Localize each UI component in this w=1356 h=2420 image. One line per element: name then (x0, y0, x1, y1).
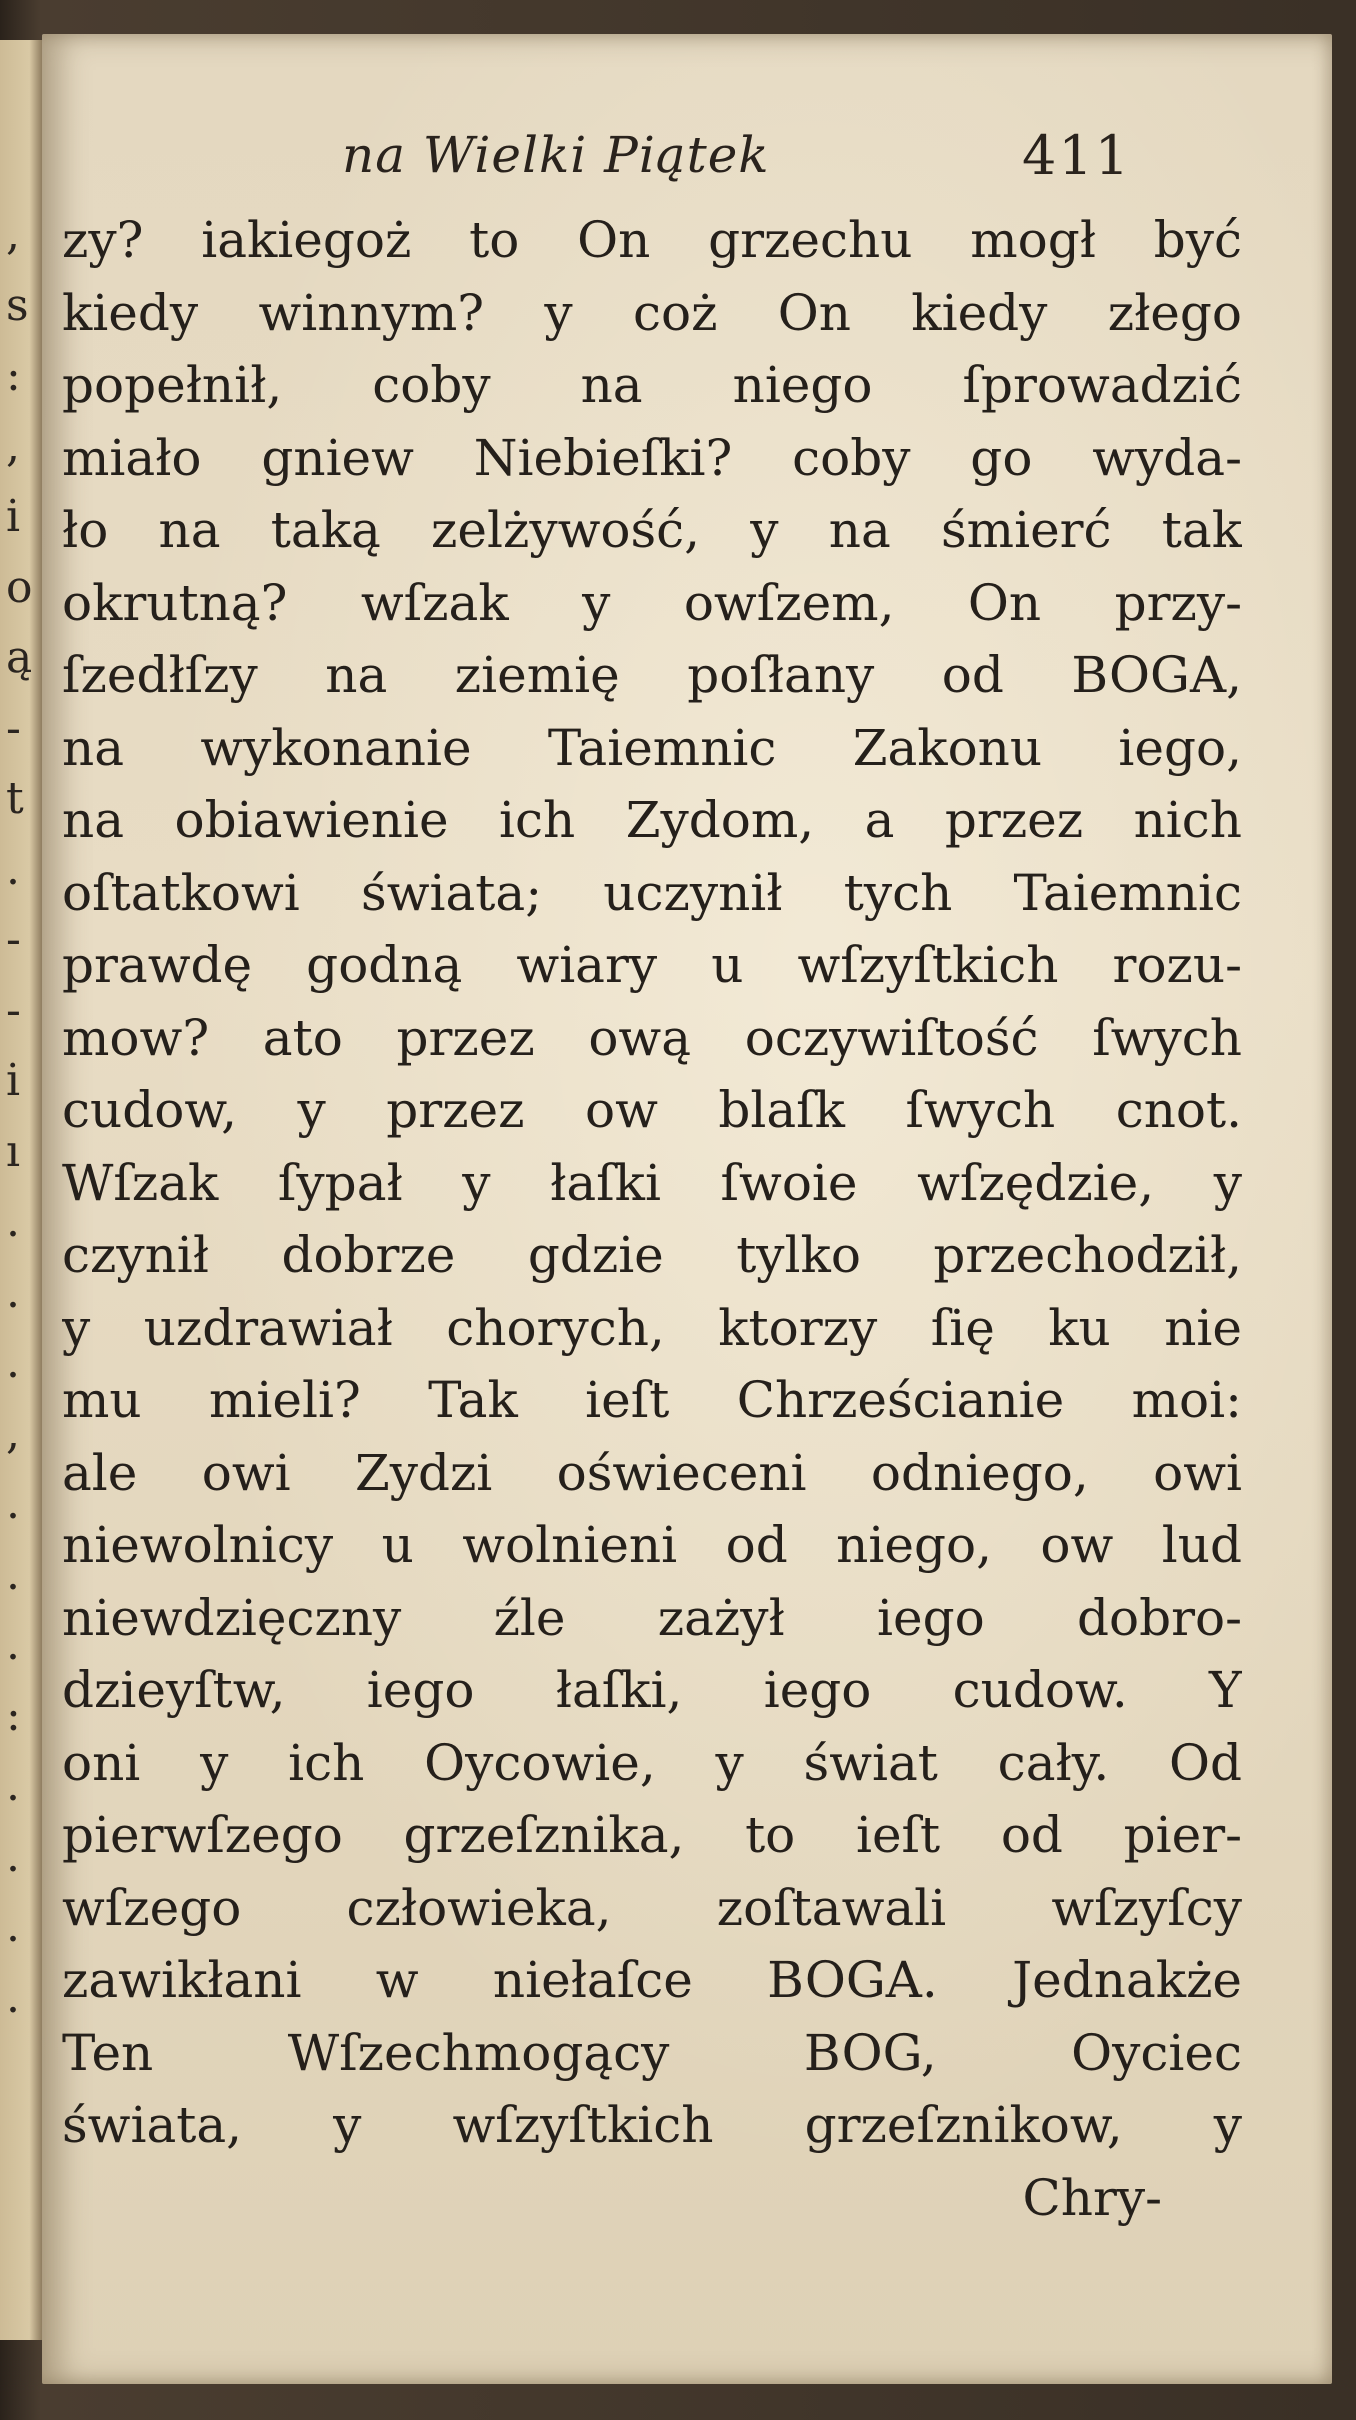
edge-glyph: t (6, 773, 24, 824)
edge-glyph: . (6, 1196, 20, 1247)
edge-glyph: , (6, 1407, 20, 1459)
left-edge-glyphs (6, 200, 42, 2033)
text-line: świata, y wſzyſtkich grzeſznikow, y (62, 2096, 1242, 2154)
text-line: miało gniew Niebieſki? coby go wyda- (62, 428, 1242, 487)
edge-glyph: - (6, 984, 21, 1036)
edge-glyph: . (6, 1760, 20, 1811)
edge-glyph: , (6, 420, 20, 472)
page-number: 411 (1022, 124, 1132, 187)
text-line: oſtatkowi świata; uczynił tych Taiemnic (62, 863, 1242, 922)
text-line: czynił dobrze gdzie tylko przechodził, (62, 1226, 1242, 1284)
edge-glyph: . (6, 1971, 20, 2023)
text-line: pierwſzego grzeſznika, to ieſt od pier- (62, 1806, 1242, 1864)
edge-glyph: . (6, 1337, 20, 1388)
edge-glyph: . (6, 843, 20, 895)
text-line: dzieyſtw, iego łaſki, iego cudow. Y (62, 1661, 1242, 1719)
edge-glyph: . (6, 1266, 20, 1318)
edge-glyph: : (6, 1689, 21, 1741)
edge-glyph: ą (6, 632, 33, 683)
book-page (42, 34, 1332, 2384)
text-line: na obiawienie ich Zydom, a przez nich (62, 791, 1242, 849)
edge-glyph: . (6, 1619, 20, 1670)
text-line: okrutną? wſzak y owſzem, On przy- (62, 573, 1242, 632)
text-line: Chry- (1022, 2168, 1162, 2227)
text-line: cudow, y przez ow blaſk ſwych cnot. (62, 1081, 1242, 1139)
edge-glyph: i (6, 1055, 21, 1106)
text-line: popełnił, coby na niego ſprowadzić (62, 356, 1242, 414)
text-line: mow? ato przez ową oczywiſtość ſwych (62, 1008, 1242, 1067)
text-line: Ten Wſzechmogący BOG, Oyciec (62, 2023, 1242, 2082)
left-page-edge (0, 40, 42, 2340)
text-line: ſzedłſzy na ziemię poſłany od BOGA, (62, 646, 1242, 704)
edge-glyph: o (6, 561, 33, 613)
edge-glyph: , (6, 209, 20, 260)
edge-glyph: . (6, 1901, 20, 1952)
text-line: niewdzięczny źle zażył iego dobro- (62, 1588, 1242, 1647)
edge-glyph: - (6, 914, 21, 965)
text-line: kiedy winnym? y coż On kiedy złego (62, 283, 1242, 342)
text-line: prawdę godną wiary u wſzyſtkich rozu- (62, 936, 1242, 994)
edge-glyph: . (6, 1548, 20, 1600)
text-line: y uzdrawiał chorych, ktorzy ſię ku nie (62, 1298, 1242, 1357)
text-line: ło na taką zelżywość, y na śmierć tak (62, 501, 1242, 559)
text-line: zawikłani w niełaſce BOGA. Jednakże (62, 1951, 1242, 2009)
text-line: oni y ich Oycowie, y świat cały. Od (62, 1733, 1242, 1792)
edge-glyph: . (6, 1478, 20, 1529)
edge-glyph: i (6, 491, 21, 542)
text-line: wſzego człowieka, zoſtawali wſzyſcy (62, 1878, 1242, 1937)
text-line: na wykonanie Taiemnic Zakonu iego, (62, 718, 1242, 777)
edge-glyph: - (6, 702, 21, 754)
edge-glyph: . (6, 1830, 20, 1882)
page-header (42, 116, 1332, 196)
body-text (62, 204, 1242, 2234)
text-line: Wſzak ſypał y łaſki ſwoie wſzędzie, y (62, 1153, 1242, 1212)
edge-glyph: : (6, 350, 21, 401)
text-line: zy? iakiegoż to On grzechu mogł być (62, 211, 1242, 269)
text-line: ale owi Zydzi oświeceni odniego, owi (62, 1443, 1242, 1502)
text-line: niewolnicy u wolnieni od niego, ow lud (62, 1516, 1242, 1574)
edge-glyph: ı (6, 1125, 21, 1177)
running-title: na Wielki Piątek (342, 126, 770, 184)
text-line: mu mieli? Tak ieſt Chrześcianie moi: (62, 1371, 1242, 1429)
edge-glyph: s (6, 279, 29, 331)
